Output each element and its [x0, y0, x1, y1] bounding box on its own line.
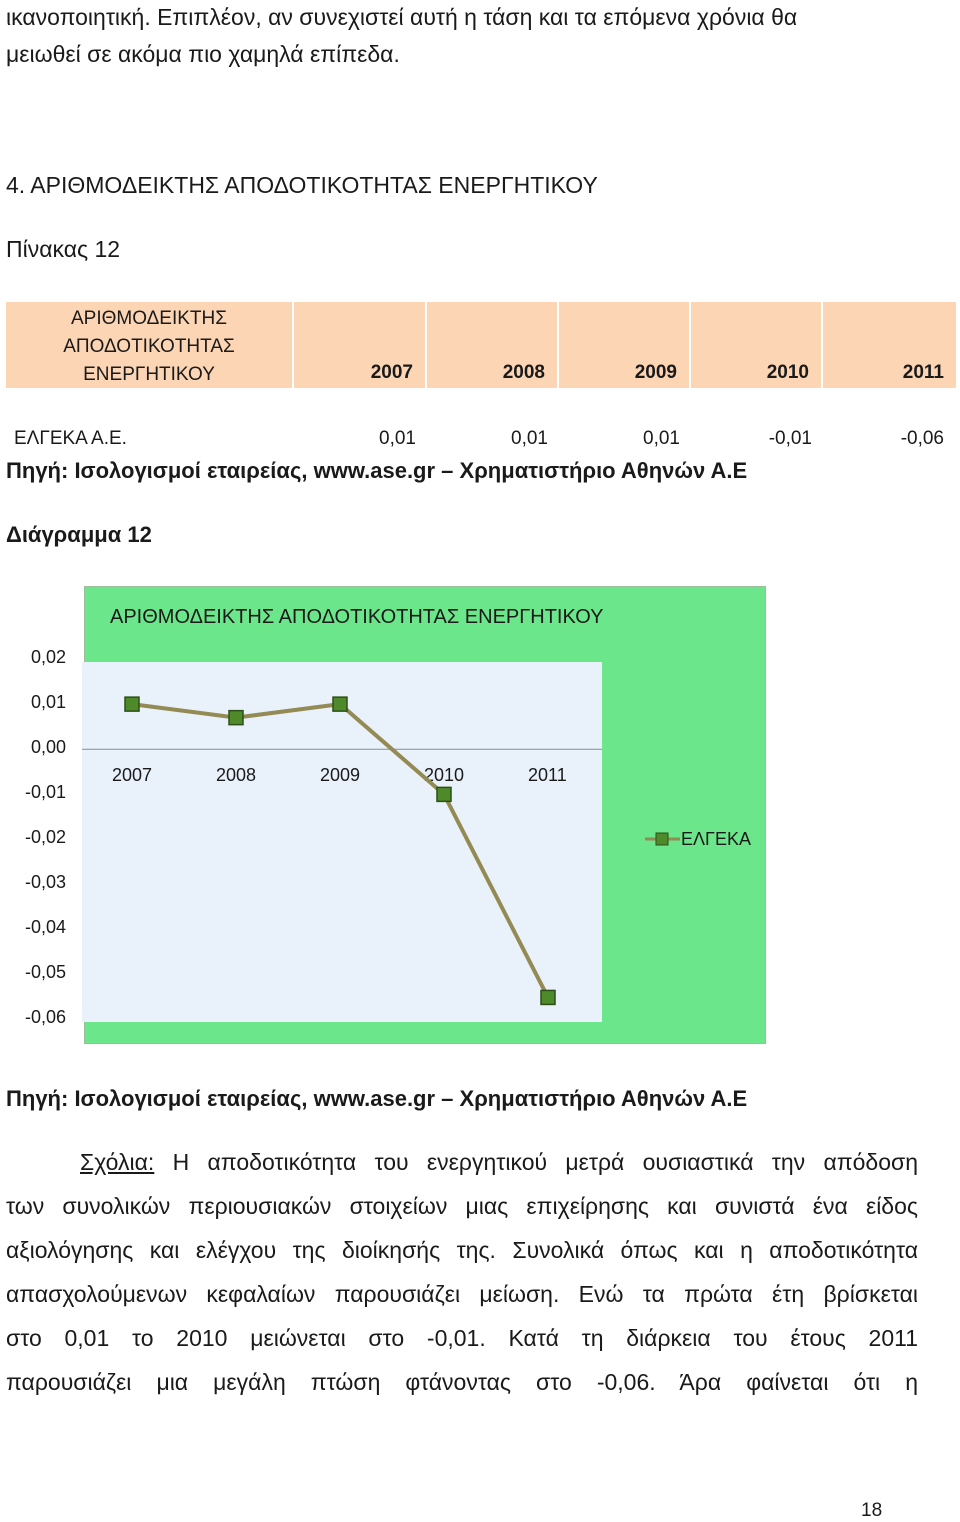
y-tick-label: 0,02: [30, 647, 66, 667]
row-label-elgeka: ΕΛΓΕΚΑ Α.Ε.: [14, 428, 127, 449]
x-tick-label: 2009: [320, 765, 361, 785]
chart-title: ΑΡΙΘΜΟΔΕΙΚΤΗΣ ΑΠΟΔΟΤΙΚΟΤΗΤΑΣ ΕΝΕΡΓΗΤΙΚΟΥ: [110, 606, 604, 628]
header-year-2007: 2007: [294, 302, 427, 388]
diagram-caption: Διάγραμμα 12: [6, 522, 152, 547]
header-year-2008: 2008: [427, 302, 559, 388]
series-elgeka: [125, 697, 555, 1004]
y-tick-label: 0,01: [30, 692, 66, 712]
header-year-2011: 2011: [823, 302, 956, 388]
comments-line-1-text: Η αποδοτικότητα του ενεργητικού μετρά ουσιαστικά την απόδοση: [154, 1149, 918, 1175]
header-title-line-3: ΕΝΕΡΓΗΤΙΚΟΥ: [83, 364, 215, 385]
x-tick-label: 2007: [112, 765, 153, 785]
header-year-2009: 2009: [559, 302, 691, 388]
page-number: 18: [861, 1500, 883, 1521]
x-tick-label: 2010: [424, 765, 465, 785]
comments-line-3: αξιολόγησης και ελέγχου της διοίκησής της. Συνολικά όπως και η αποδοτικότητα: [6, 1237, 918, 1263]
data-point-2011: [541, 990, 555, 1004]
y-tick-label: -0,02: [24, 827, 66, 847]
y-tick-label: -0,04: [24, 917, 66, 937]
comments-label: Σχόλια:: [80, 1149, 155, 1175]
y-tick-label: -0,06: [24, 1007, 66, 1027]
intro-line-1: ικανοποιητική. Επιπλέον, αν συνεχιστεί αυτή η τάση και τα επόμενα χρόνια θα: [6, 4, 798, 30]
data-point-2009: [333, 697, 347, 711]
comments-line-4: απασχολούμενων κεφαλαίων παρουσιάζει μείωση. Ενώ τα πρώτα έτη βρίσκεται: [6, 1281, 918, 1307]
header-year-2010: 2010: [691, 302, 823, 388]
header-title-line-1: ΑΡΙΘΜΟΔΕΙΚΤΗΣ: [71, 308, 227, 329]
comments-line-5: στο 0,01 το 2010 μειώνεται στο -0,01. Κατά τη διάρκεια του έτους 2011: [6, 1325, 918, 1351]
header-title-line-2: ΑΠΟΔΟΤΙΚΟΤΗΤΑΣ: [63, 336, 235, 357]
table-caption: Πίνακας 12: [6, 236, 121, 262]
comments-line-2: των συνολικών περιουσιακών στοιχείων μιας επιχείρησης και συνιστά ένα είδος: [6, 1193, 918, 1219]
x-tick-label: 2008: [216, 765, 257, 785]
intro-line-2: μειωθεί σε ακόμα πιο χαμηλά επίπεδα.: [6, 41, 400, 67]
data-point-2007: [125, 697, 139, 711]
y-tick-label: -0,01: [24, 782, 66, 802]
y-tick-label: -0,03: [24, 872, 66, 892]
comments-line-1: [6, 1140, 918, 1184]
y-tick-label: -0,05: [24, 962, 66, 982]
row-value-2011: -0,06: [900, 428, 944, 449]
row-value-2009: 0,01: [643, 428, 680, 449]
legend-marker: [656, 833, 668, 845]
data-point-2010: [437, 787, 451, 801]
row-value-2010: -0,01: [768, 428, 812, 449]
source-note-table: Πηγή: Ισολογισμοί εταιρείας, www.ase.gr – Χρηματιστήριο Αθηνών Α.Ε: [6, 458, 748, 483]
x-tick-label: 2011: [528, 765, 567, 785]
legend-label: ΕΛΓΕΚΑ: [681, 829, 751, 849]
y-tick-label: 0,00: [30, 737, 66, 757]
legend: [645, 833, 680, 845]
source-note-chart: Πηγή: Ισολογισμοί εταιρείας, www.ase.gr – Χρηματιστήριο Αθηνών Α.Ε: [6, 1086, 748, 1111]
row-value-2008: 0,01: [511, 428, 548, 449]
section-heading: 4. ΑΡΙΘΜΟΔΕΙΚΤΗΣ ΑΠΟΔΟΤΙΚΟΤΗΤΑΣ ΕΝΕΡΓΗΤΙΚΟΥ: [6, 172, 598, 198]
comments-line-6: παρουσιάζει μια μεγάλη πτώση φτάνοντας στο -0,06. Άρα φαίνεται ότι η: [6, 1369, 918, 1395]
row-value-2007: 0,01: [379, 428, 416, 449]
data-point-2008: [229, 711, 243, 725]
series-line: [132, 704, 548, 997]
